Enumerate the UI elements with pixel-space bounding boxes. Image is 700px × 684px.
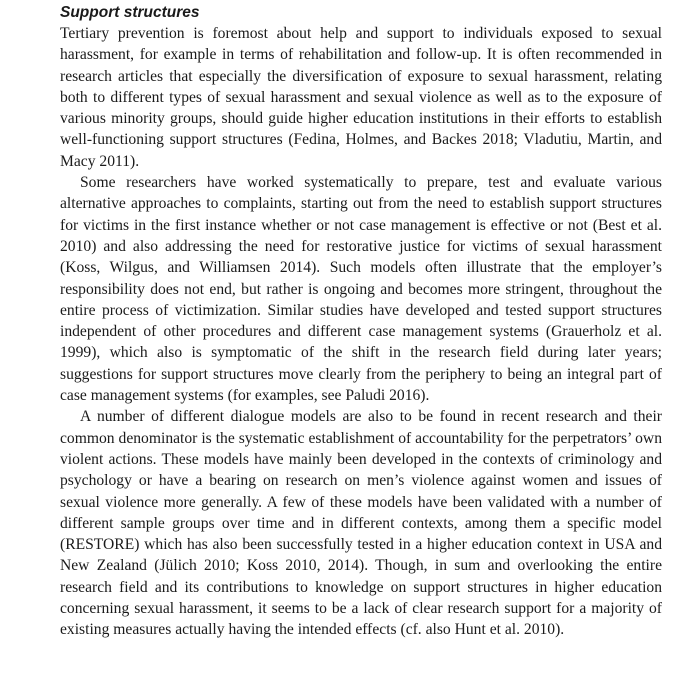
document-page xyxy=(60,0,662,684)
paragraph-2: Some researchers have worked systematically to prepare, test and evaluate various alternative approaches to complaints, starting out from the need to establish support structures for victims in the first instance whether or not case management is effective or not (Best et al. 2010) and also addressing the need for restorative justice for victims of sexual harassment (Koss, Wilgus, and Williamsen 2014). Such models often illustrate that the employer’s responsibility does not end, but rather is ongoing and becomes more stringent, throughout the entire process of victimization. Similar studies have developed and tested support structures independent of other procedures and different case management systems (Grauerholz et al. 1999), which also is symptomatic of the shift in the research field during later years; suggestions for support structures move clearly from the periphery to being an integral part of case management systems (for examples, see Paludi 2016). xyxy=(60,174,662,405)
paragraph-1: Tertiary prevention is foremost about help and support to individuals exposed to sexual harassment, for example in terms of rehabilitation and follow-up. It is often recommended in research articles that especially the diversification of exposure to sexual harassment, relating both to different types of sexual harassment and sexual violence as well as to the exposure of various minority groups, should guide higher education institutions in their efforts to establish well-functioning support structures (Fedina, Holmes, and Backes 2018; Vladutiu, Martin, and Macy 2011). xyxy=(60,25,662,170)
section-heading: Support structures xyxy=(60,4,200,21)
paragraph-3: A number of different dialogue models are also to be found in recent research and their common denominator is the systematic establishment of accountability for the perpetrators’ own violent actions. These models have mainly been developed in the contexts of criminology and psychology or have a bearing on research on men’s violence against women and issues of sexual violence more generally. A few of these models have been validated with a number of different sample groups over time and in different contexts, among them a specific model (RESTORE) which has also been successfully tested in a higher education context in USA and New Zealand (Jülich 2010; Koss 2010, 2014). Though, in sum and overlooking the entire research field and its contributions to knowledge on support structures in higher education concerning sexual harassment, it seems to be a lack of clear research support for a majority of existing measures actually having the intended effects (cf. also Hunt et al. 2010). xyxy=(60,408,662,639)
